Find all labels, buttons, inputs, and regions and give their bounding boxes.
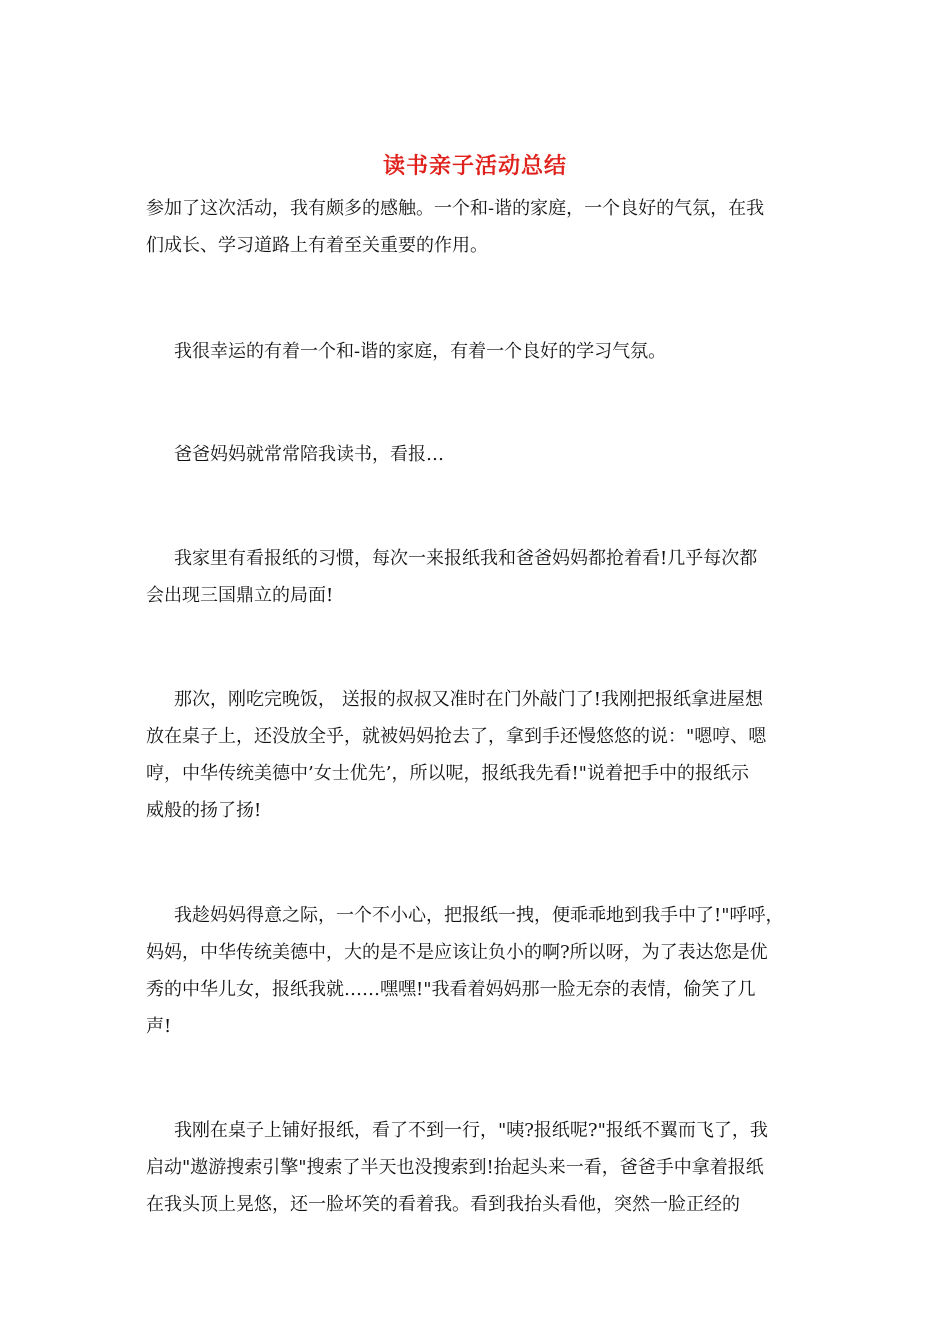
paragraph-line: 我很幸运的有着一个和-谐的家庭，有着一个良好的学习气氛。 (174, 341, 667, 362)
paragraph-line: 威般的扬了扬! (146, 800, 262, 821)
paragraph-line: 会出现三国鼎立的局面! (146, 585, 334, 606)
paragraph-5 (146, 681, 810, 829)
paragraph-line: 们成长、学习道路上有着至关重要的作用。 (146, 235, 488, 256)
document-title: 读书亲子活动总结 (382, 153, 567, 179)
paragraph-7 (146, 1112, 810, 1223)
paragraph-line: 放在桌子上，还没放全乎，就被妈妈抢去了，拿到手还慢悠悠的说："嗯哼、嗯 (146, 726, 767, 747)
paragraph-line: 那次，刚吃完晚饭， 送报的叔叔又准时在门外敲门了!我刚把报纸拿进屋想 (174, 689, 763, 710)
paragraph-line: 秀的中华儿女，报纸我就……嘿嘿!"我看着妈妈那一脸无奈的表情，偷笑了几 (146, 979, 756, 1000)
paragraph-line: 我刚在桌子上铺好报纸，看了不到一行，"咦?报纸呢?"报纸不翼而飞了，我 (174, 1120, 768, 1141)
paragraph-1 (146, 190, 810, 264)
paragraph-3 (146, 436, 810, 473)
paragraph-line: 在我头顶上晃悠，还一脸坏笑的看着我。看到我抬头看他，突然一脸正经的 (146, 1194, 740, 1215)
paragraph-4 (146, 540, 810, 614)
paragraph-line: 启动"遨游搜索引擎"搜索了半天也没搜索到!抬起头来一看，爸爸手中拿着报纸 (146, 1157, 764, 1178)
paragraph-2 (146, 333, 810, 370)
paragraph-line: 参加了这次活动，我有颇多的感触。一个和-谐的家庭，一个良好的气氛，在我 (146, 198, 765, 219)
paragraph-line: 我趁妈妈得意之际，一个不小心，把报纸一拽，便乖乖地到我手中了!"呼呼， (174, 905, 784, 926)
paragraph-6 (146, 897, 810, 1045)
paragraph-line: 爸爸妈妈就常常陪我读书，看报… (174, 444, 444, 465)
paragraph-line: 妈妈，中华传统美德中，大的是不是应该让负小的啊?所以呀，为了表达您是优 (146, 942, 768, 963)
paragraph-line: 哼，中华传统美德中’女士优先’，所以呢，报纸我先看!"说着把手中的报纸示 (146, 763, 749, 784)
paragraph-line: 声! (146, 1016, 172, 1037)
paragraph-line: 我家里有看报纸的习惯，每次一来报纸我和爸爸妈妈都抢着看!几乎每次都 (174, 548, 758, 569)
